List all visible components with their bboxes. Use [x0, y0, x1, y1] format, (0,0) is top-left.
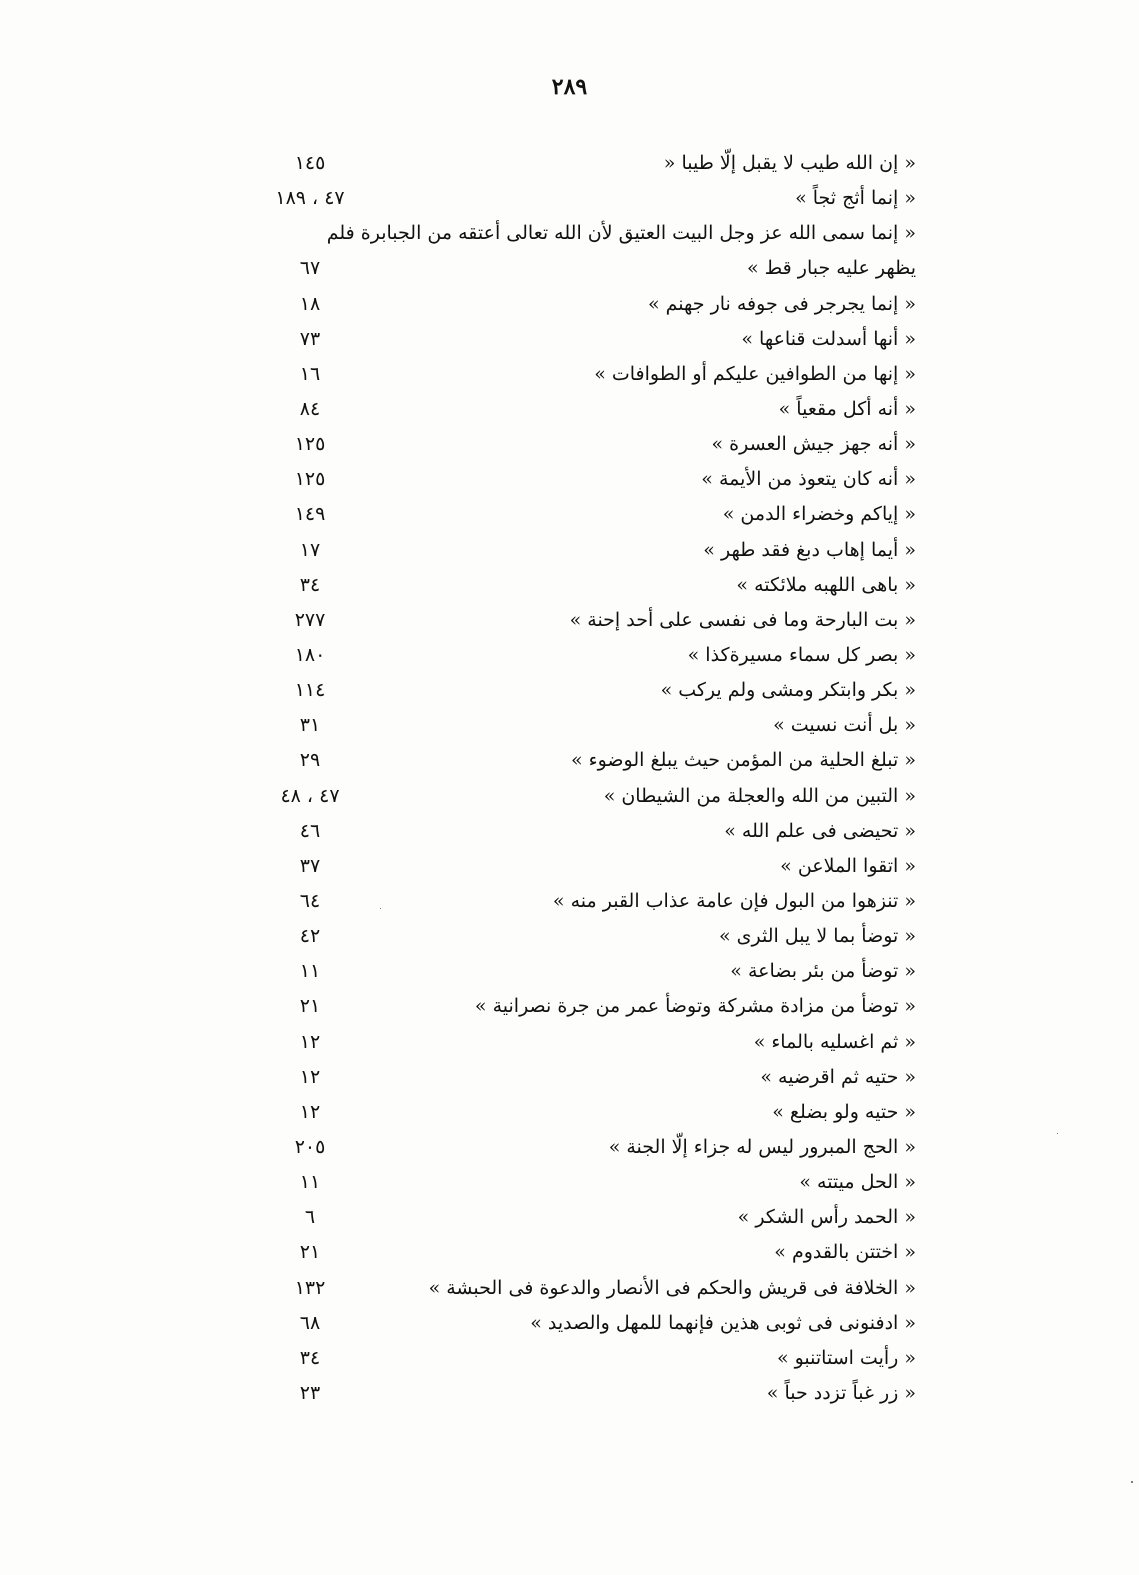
index-entry [255, 1060, 916, 1095]
hadith-text: « توضأ من بئر بضاعة » [730, 960, 916, 983]
page-reference: ٣١ [299, 714, 321, 737]
page-reference: ١٢ [299, 1100, 321, 1123]
hadith-text: « بصر كل سماء مسيرةكذا » [687, 643, 916, 666]
index-entry [255, 708, 916, 743]
scan-speck [1057, 1133, 1058, 1134]
hadith-text: « توضأ من مزادة مشركة وتوضأ عمر من جرة نصرانية » [474, 995, 916, 1018]
page-reference: ١١ [299, 1171, 321, 1194]
hadith-text: « الحل ميتته » [799, 1171, 916, 1194]
index-entry [255, 743, 916, 778]
hadith-text: « التبين من الله والعجلة من الشيطان » [603, 784, 916, 807]
page-reference: ٤٦ [299, 819, 321, 842]
page-reference: ١١٤ [294, 679, 326, 702]
hadith-text: « اختتن بالقدوم » [774, 1241, 916, 1264]
page-reference: ١٦ [299, 362, 321, 385]
page-reference: ٢٠٥ [294, 1135, 326, 1158]
index-entry [255, 849, 916, 884]
hadith-text: « بكر وابتكر ومشى ولم يركب » [660, 679, 916, 702]
index-entry [255, 1235, 916, 1270]
page-reference: ١٤٥ [294, 152, 326, 174]
hadith-text: « أنه أكل مقعياً » [778, 398, 916, 420]
page-reference: ١٨ [299, 292, 321, 315]
index-entry [255, 462, 916, 497]
index-entry [255, 884, 916, 919]
hadith-text: « توضأ بما لا يبل الثرى » [719, 925, 916, 948]
page-reference: ٧٣ [299, 327, 321, 350]
hadith-text: « تبلغ الحلية من المؤمن حيث يبلغ الوضوء » [570, 749, 916, 772]
page-reference: ٨٤ [299, 398, 321, 420]
index-entry [255, 357, 916, 392]
page-reference: ٢٧٧ [294, 608, 326, 631]
scan-speck [1131, 1481, 1133, 1483]
index-entry [255, 779, 916, 814]
hadith-text: « ادفنونى فى ثوبى هذين فإنهما للمهل والصديد » [530, 1311, 916, 1334]
index-entry [255, 1271, 916, 1306]
hadith-text: « حتيه ولو بضلع » [772, 1100, 916, 1123]
hadith-text: « حتيه ثم اقرضيه » [760, 1065, 916, 1088]
hadith-text: « زر غباً تزدد حباً » [766, 1381, 916, 1404]
hadith-text: « باهى اللهبه ملائكته » [736, 573, 916, 596]
index-entry [255, 392, 916, 427]
hadith-text: « إنما أثج ثجاً » [795, 187, 916, 210]
index-entry [255, 568, 916, 603]
hadith-text: « تنزهوا من البول فإن عامة عذاب القبر منه » [552, 889, 916, 912]
index-entry [255, 1200, 916, 1235]
page-reference: ٣٤ [299, 1346, 321, 1369]
page-reference: ٦٧ [299, 257, 321, 280]
page-reference: ٣٧ [299, 854, 321, 877]
index-entry [255, 919, 916, 954]
hadith-text: « إن الله طيب لا يقبل إلّا طيبا « [663, 152, 916, 174]
index-entry [255, 322, 916, 357]
page-reference: ١٢٥ [294, 468, 326, 491]
index-entry [255, 146, 916, 181]
index-entry [255, 216, 916, 286]
page-reference: ١٤٩ [294, 503, 326, 526]
page-reference: ٤٧ ، ٤٨ [280, 784, 340, 807]
page-reference: ٣٤ [299, 573, 321, 596]
index-entry [255, 638, 916, 673]
hadith-text: « بت البارحة وما فى نفسى على أحد إحنة » [569, 608, 916, 631]
index-entry [255, 533, 916, 568]
hadith-text: « إنها من الطوافين عليكم أو الطوافات » [594, 362, 916, 385]
hadith-text: « بل أنت نسيت » [773, 714, 916, 737]
page-number: ٢٨٩ [551, 74, 588, 100]
hadith-text: « رأيت استاتنبو » [776, 1346, 916, 1369]
index-entry [255, 954, 916, 989]
index-entry [255, 1376, 916, 1411]
hadith-text: « أنه جهز جيش العسرة » [711, 433, 916, 456]
index-entry [255, 603, 916, 638]
hadith-text: « إنما يجرجر فى جوفه نار جهنم » [647, 292, 916, 315]
hadith-text: « أيما إهاب دبغ فقد طهر » [703, 538, 916, 561]
hadith-text: « أنه كان يتعوذ من الأيمة » [701, 468, 916, 491]
index-entry [255, 1306, 916, 1341]
index-entry [255, 427, 916, 462]
hadith-text: « الخلافة فى قريش والحكم فى الأنصار والدعوة فى الحبشة » [428, 1276, 916, 1299]
hadith-text: « إياكم وخضراء الدمن » [722, 503, 916, 526]
page-reference: ١٢ [299, 1030, 321, 1053]
index-entry [255, 673, 916, 708]
index-entry [255, 1095, 916, 1130]
hadith-index-list [255, 146, 916, 1411]
hadith-text: « أنها أسدلت قناعها » [741, 327, 916, 350]
page-reference: ٦٤ [299, 889, 321, 912]
index-entry [255, 181, 916, 216]
index-entry [255, 287, 916, 322]
scan-speck [380, 908, 381, 909]
page-reference: ١٧ [299, 538, 321, 561]
index-entry [255, 1130, 916, 1165]
page-reference: ١٨٠ [294, 643, 326, 666]
page-reference: ١٣٢ [294, 1276, 326, 1299]
index-entry [255, 1025, 916, 1060]
index-entry [255, 497, 916, 532]
page-reference: ٦ [304, 1206, 316, 1229]
page-reference: ٢١ [299, 1241, 321, 1264]
page-reference: ٢١ [299, 995, 321, 1018]
page-reference: ١١ [299, 960, 321, 983]
index-entry [255, 1165, 916, 1200]
page-reference: ٤٧ ، ١٨٩ [275, 187, 345, 210]
page-reference: ٤٢ [299, 925, 321, 948]
hadith-text: « إنما سمى الله عز وجل البيت العتيق لأن الله تعالى أعتقه من الجبابرة فلم يظهر عليه جبار قط » [326, 222, 916, 280]
hadith-text: « ثم اغسليه بالماء » [753, 1030, 916, 1053]
index-entry [255, 1341, 916, 1376]
hadith-text: « الحمد رأس الشكر » [737, 1206, 916, 1229]
hadith-text: « اتقوا الملاعن » [780, 854, 916, 877]
index-entry [255, 814, 916, 849]
page-reference: ٦٨ [299, 1311, 321, 1334]
hadith-text: « الحج المبرور ليس له جزاء إلّا الجنة » [608, 1135, 916, 1158]
page-reference: ٢٩ [299, 749, 321, 772]
page-reference: ١٢٥ [294, 433, 326, 456]
index-entry [255, 989, 916, 1024]
page-reference: ١٢ [299, 1065, 321, 1088]
page-reference: ٢٣ [299, 1381, 321, 1404]
hadith-text: « تحيضى فى علم الله » [724, 819, 916, 842]
